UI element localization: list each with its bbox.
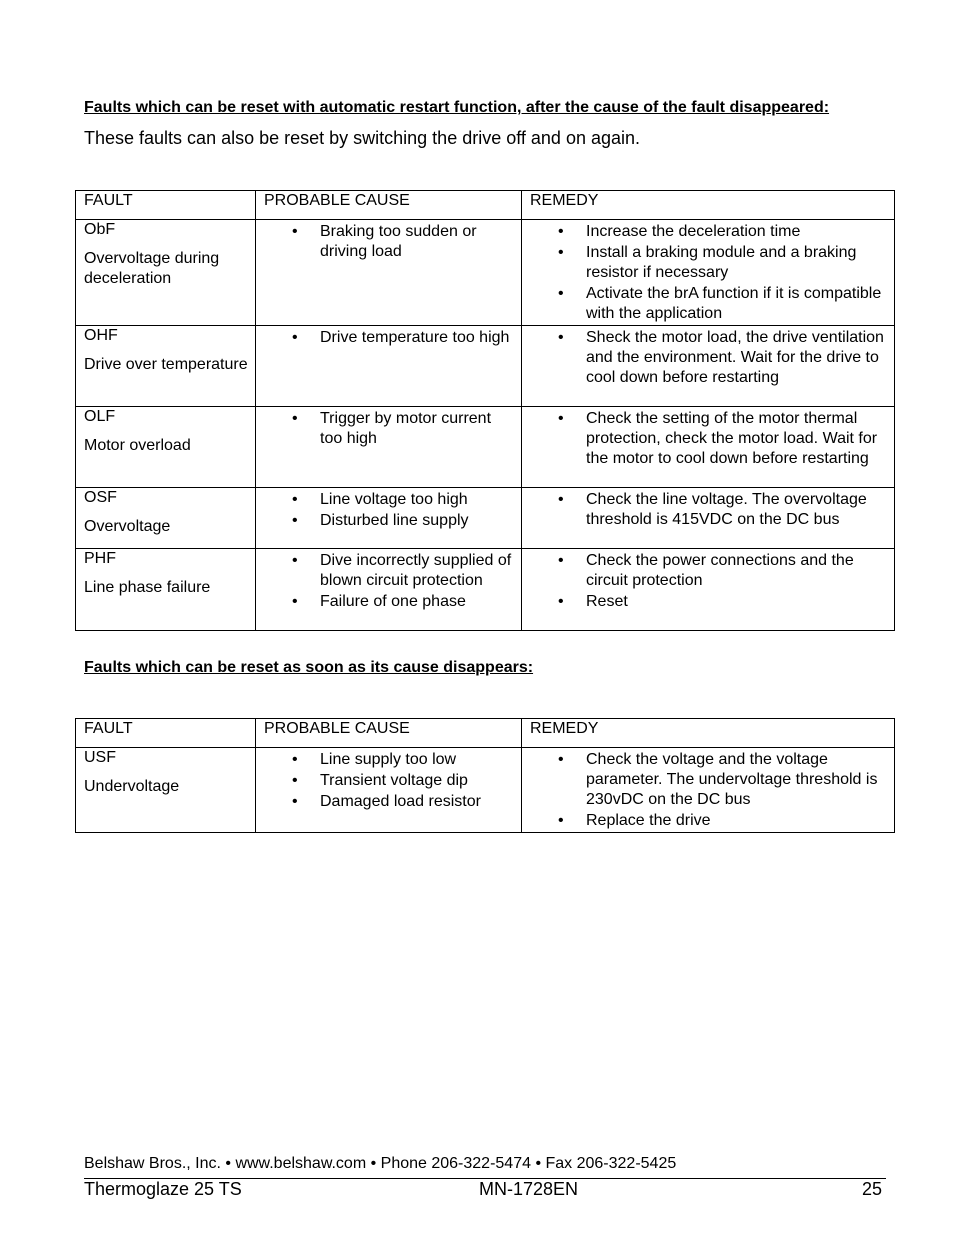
- cause-item: • Transient voltage dip: [256, 771, 521, 791]
- remedy-item: • Replace the drive: [522, 811, 894, 831]
- header-remedy: REMEDY: [522, 191, 895, 220]
- cause-item: • Disturbed line supply: [256, 511, 521, 531]
- fault-description: Drive over temperature: [84, 356, 248, 373]
- remedy-item: • Check the voltage and the voltage parameter. The undervoltage threshold is 230vDC on the DC bus: [522, 750, 894, 810]
- header-probable-cause: PROBABLE CAUSE: [256, 719, 522, 748]
- cause-item: • Dive incorrectly supplied of blown circuit protection: [256, 551, 521, 591]
- header-probable-cause: PROBABLE CAUSE: [256, 191, 522, 220]
- fault-code: OHF: [84, 327, 118, 344]
- fault-table-reset-on-cause: [75, 718, 895, 833]
- cause-item: • Braking too sudden or driving load: [256, 222, 521, 262]
- fault-description: Line phase failure: [84, 579, 211, 596]
- cause-item: • Damaged load resistor: [256, 792, 521, 812]
- table-row: [76, 748, 895, 833]
- remedy-item: • Install a braking module and a braking resistor if necessary: [522, 243, 894, 283]
- cause-item: • Drive temperature too high: [256, 328, 521, 348]
- remedy-item: • Increase the deceleration time: [522, 222, 894, 242]
- table-header-row: [76, 191, 895, 220]
- footer-company-line: Belshaw Bros., Inc. • www.belshaw.com • Phone 206-322-5474 • Fax 206-322-5425: [84, 1155, 677, 1172]
- fault-code: OSF: [84, 489, 117, 506]
- remedy-item: • Check the power connections and the circuit protection: [522, 551, 894, 591]
- footer-doc-number: MN-1728EN: [479, 1179, 579, 1199]
- fault-code: USF: [84, 749, 116, 766]
- cause-item: • Line voltage too high: [256, 490, 521, 510]
- fault-code: PHF: [84, 550, 116, 567]
- fault-description: Undervoltage: [84, 778, 180, 795]
- fault-code: ObF: [84, 221, 116, 238]
- header-fault: FAULT: [76, 719, 256, 748]
- fault-description: Motor overload: [84, 437, 191, 454]
- footer-product: Thermoglaze 25 TS: [84, 1179, 242, 1199]
- cause-item: • Line supply too low: [256, 750, 521, 770]
- table-row: [76, 488, 895, 549]
- table-header-row: [76, 719, 895, 748]
- cause-item: • Failure of one phase: [256, 592, 521, 612]
- remedy-item: • Activate the brA function if it is compatible with the application: [522, 284, 894, 324]
- intro-text: These faults can also be reset by switching the drive off and on again.: [84, 128, 641, 148]
- fault-table-auto-restart: [75, 190, 895, 631]
- remedy-item: • Check the line voltage. The overvoltage threshold is 415VDC on the DC bus: [522, 490, 894, 530]
- section-heading-auto-restart: Faults which can be reset with automatic restart function, after the cause of the fault disappeared:: [84, 99, 830, 116]
- cause-item: • Trigger by motor current too high: [256, 409, 521, 449]
- table-row: [76, 549, 895, 631]
- header-fault: FAULT: [76, 191, 256, 220]
- remedy-item: • Sheck the motor load, the drive ventilation and the environment. Wait for the drive to cool down before restarting: [522, 328, 894, 388]
- table-row: [76, 220, 895, 326]
- section-heading-reset-on-cause: Faults which can be reset as soon as its cause disappears:: [84, 659, 534, 676]
- table-row: [76, 326, 895, 407]
- header-remedy: REMEDY: [522, 719, 895, 748]
- fault-description: Overvoltage during deceleration: [84, 250, 220, 287]
- fault-code: OLF: [84, 408, 116, 425]
- fault-description: Overvoltage: [84, 518, 171, 535]
- footer-page-number: 25: [861, 1179, 882, 1199]
- remedy-item: • Reset: [522, 592, 894, 612]
- table-row: [76, 407, 895, 488]
- remedy-item: • Check the setting of the motor thermal protection, check the motor load. Wait for the motor to cool down before restarting: [522, 409, 894, 469]
